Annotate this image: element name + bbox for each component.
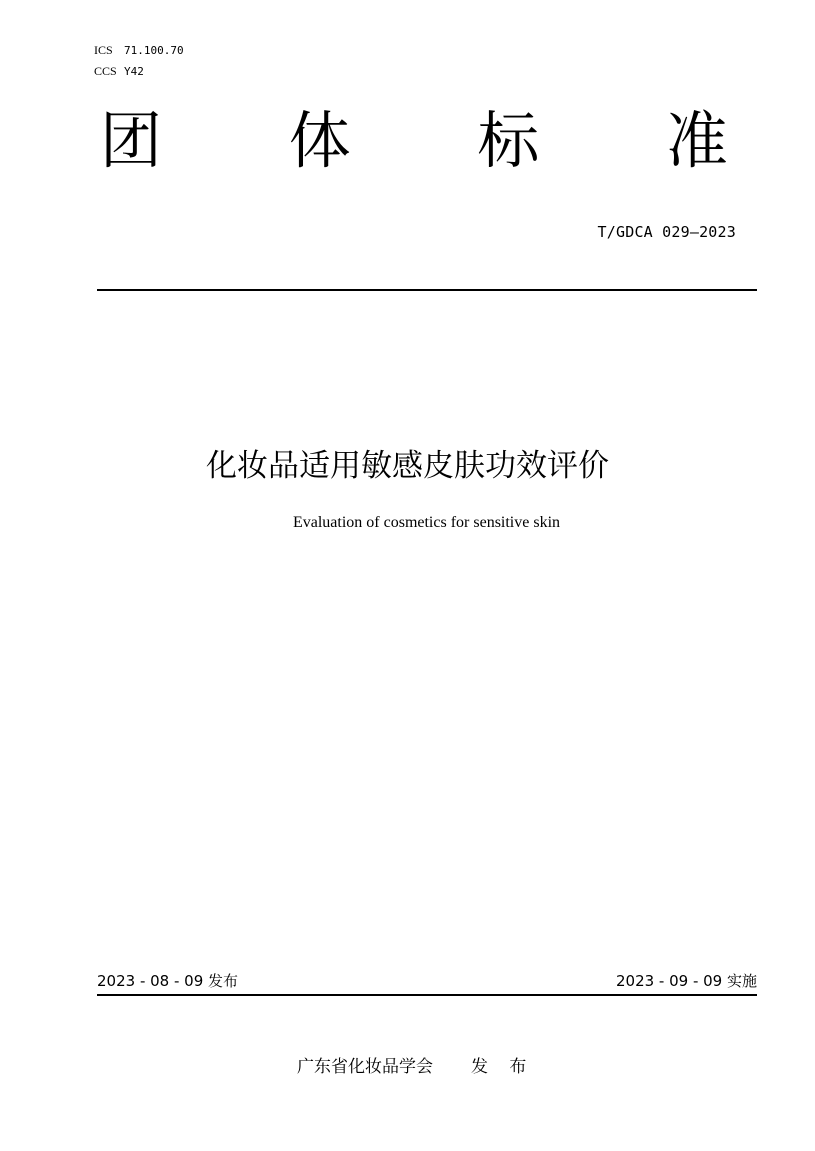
ccs-label: CCS [94,64,117,78]
document-type-heading [100,100,728,182]
ccs-row [94,61,184,82]
title-english: Evaluation of cosmetics for sensitive skin [292,514,561,531]
classification-block [94,40,184,82]
publisher-organization: 广东省化妆品学会 [297,1057,433,1077]
bottom-divider [97,994,757,996]
standard-number: T/GDCA 029—2023 [597,223,736,241]
publish-action: 发 布 [471,1057,535,1077]
ics-label: ICS [94,43,113,57]
dates-row [97,970,757,992]
document-type-char: 准 [665,104,728,177]
ccs-code: Y42 [124,65,144,78]
ics-code: 71.100.70 [124,44,184,57]
title-chinese: 化妆品适用敏感皮肤功效评价 [206,448,609,484]
document-type-char: 标 [477,104,540,177]
release-date: 2023 - 08 - 09 发布 [97,972,239,990]
publisher-line [297,1052,534,1077]
document-type-char: 体 [288,104,351,177]
document-type-char: 团 [100,104,163,177]
ics-row [94,40,184,61]
implementation-date: 2023 - 09 - 09 实施 [615,972,757,990]
top-divider [97,289,757,291]
